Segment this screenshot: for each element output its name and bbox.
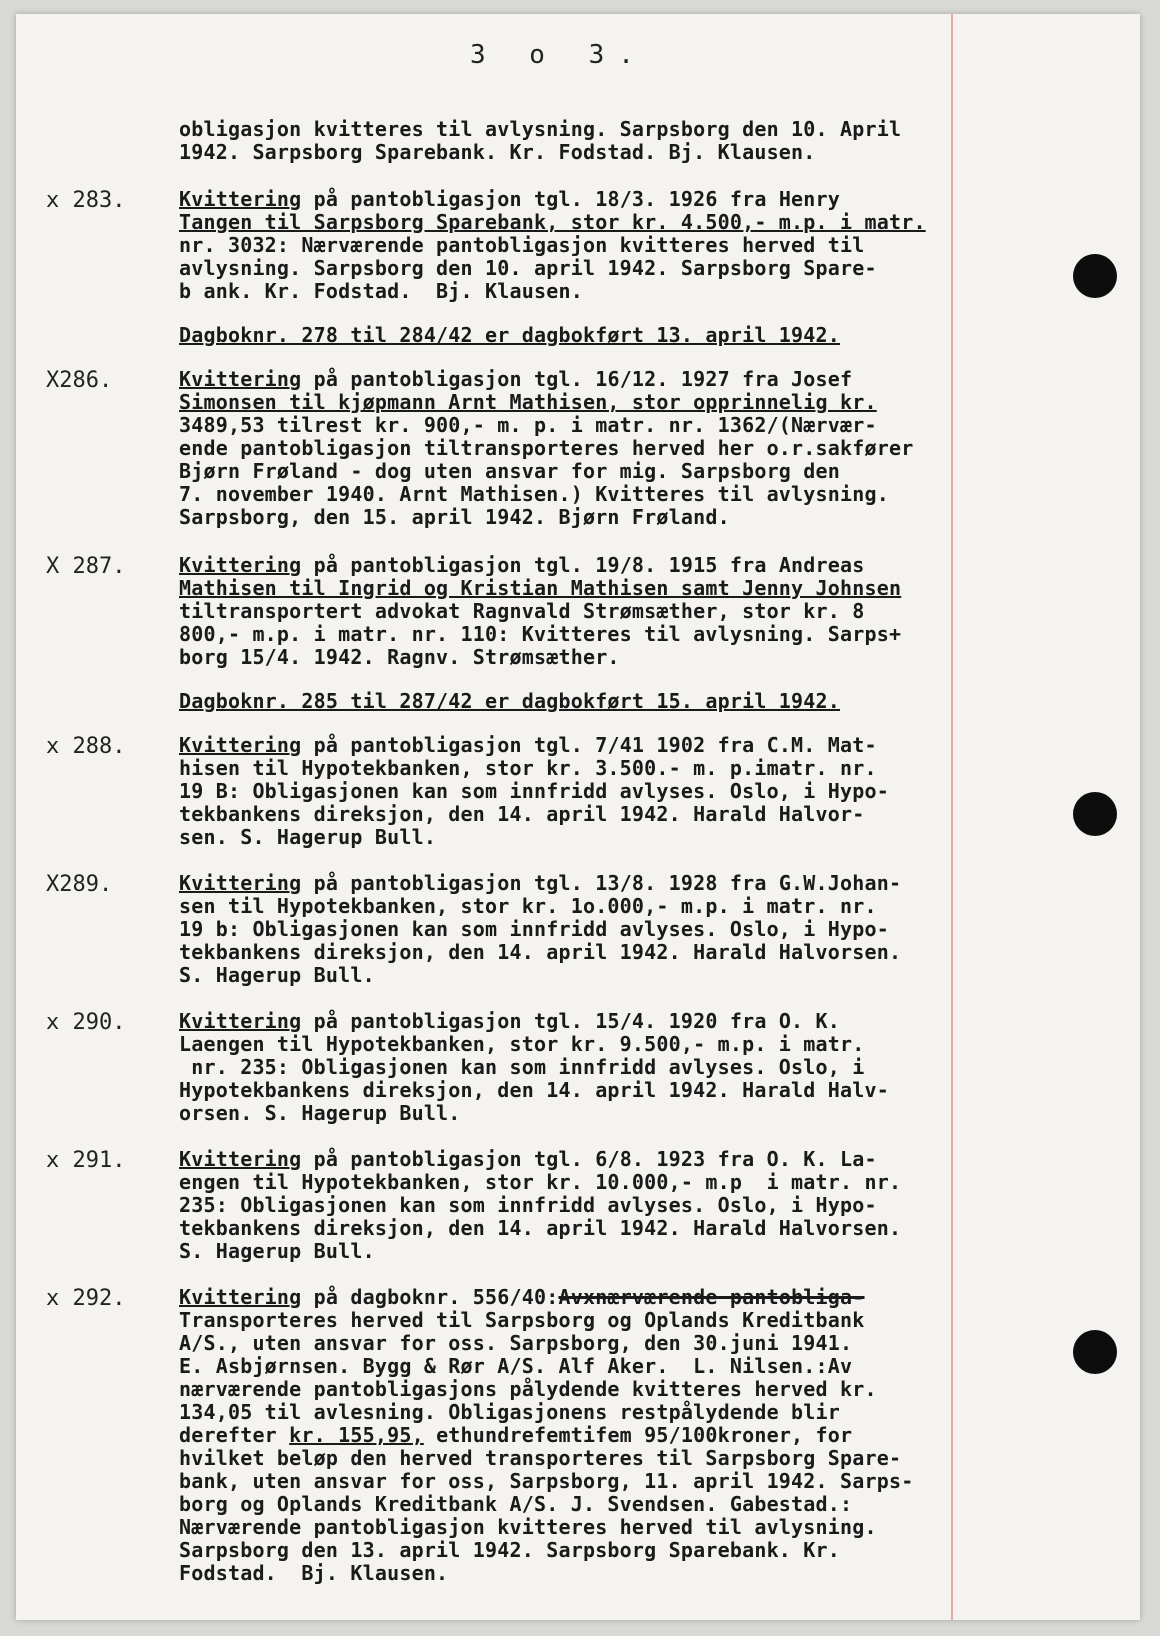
text-line: sen til Hypotekbanken, stor kr. 1o.000,- m.p. i matr. nr. [179, 894, 877, 918]
text-line: nr. 3032: Nærværende pantobligasjon kvitteres herved til [179, 233, 865, 257]
entry-first-line [179, 872, 901, 894]
entry-number: X289. [46, 872, 113, 897]
text-line: A/S., uten ansvar for oss. Sarpsborg, den 30.juni 1941. [179, 1331, 853, 1355]
entry-heading: Kvittering [179, 367, 302, 391]
text-line: 800,- m.p. i matr. nr. 110: Kvitteres til avlysning. Sarps+ [179, 622, 902, 646]
text-line: borg 15/4. 1942. Ragnv. Strømsæther. [179, 645, 620, 669]
text-line: Fodstad. Bj. Klausen. [179, 1561, 449, 1585]
text-line: 7. november 1940. Arnt Mathisen.) Kvitteres til avlysning. [179, 482, 889, 506]
text-line: hisen til Hypotekbanken, stor kr. 3.500.- m. p.imatr. nr. [179, 756, 877, 780]
derefter-pre: derefter [179, 1423, 290, 1447]
entry-number: X286. [46, 368, 113, 393]
punch-hole-middle [1073, 792, 1117, 836]
text-line: engen til Hypotekbanken, stor kr. 10.000,- m.p i matr. nr. [179, 1170, 902, 1194]
entry-heading: Kvittering [179, 733, 302, 757]
text-line: 235: Obligasjonen kan som innfridd avlyses. Oslo, i Hypo- [179, 1193, 877, 1217]
text-line: 19 b: Obligasjonen kan som innfridd avlyses. Oslo, i Hypo- [179, 917, 889, 941]
text-line: Tangen til Sarpsborg Sparebank, stor kr. 4.500,- m.p. i matr. [179, 210, 926, 234]
text-line: Sarpsborg, den 15. april 1942. Bjørn Frøland. [179, 505, 730, 529]
text-line: Simonsen til kjøpmann Arnt Mathisen, stor opprinnelig kr. [179, 390, 877, 414]
text-line: hvilket beløp den herved transporteres til Sarpsborg Spare- [179, 1446, 902, 1470]
derefter-post: ethundrefemtifem 95/100kroner, for [423, 1423, 853, 1447]
text-line: 19 B: Obligasjonen kan som innfridd avlyses. Oslo, i Hypo- [179, 779, 889, 803]
entry-heading: Kvittering [179, 1285, 302, 1309]
text-line: tiltransportert advokat Ragnvald Strømsæther, stor kr. 8 [179, 599, 865, 623]
page-number: 3 o 3. [470, 40, 648, 70]
entry-first-line [179, 188, 840, 210]
entry-first-text: på pantobligasjon tgl. 19/8. 1915 fra Andreas [301, 553, 865, 577]
entry-first-line [179, 734, 877, 756]
margin-line [951, 14, 953, 1620]
text-line: E. Asbjørnsen. Bygg & Rør A/S. Alf Aker. L. Nilsen.:Av [179, 1354, 853, 1378]
struck-text: Avxnærværende pantobliga- [558, 1285, 865, 1309]
text-line: nærværende pantobligasjons pålydende kvitteres herved kr. [179, 1377, 877, 1401]
entry-heading: Kvittering [179, 871, 302, 895]
text-line: nr. 235: Obligasjonen kan som innfridd avlyses. Oslo, i [179, 1055, 865, 1079]
entry-first-text: på pantobligasjon tgl. 16/12. 1927 fra Josef [301, 367, 853, 391]
text-line: sen. S. Hagerup Bull. [179, 825, 437, 849]
text-line: Laengen til Hypotekbanken, stor kr. 9.500,- m.p. i matr. [179, 1032, 865, 1056]
entry-first-text: på pantobligasjon tgl. 6/8. 1923 fra O. K. La- [301, 1147, 877, 1171]
entry-first-text: på pantobligasjon tgl. 13/8. 1928 fra G.W.Johan- [301, 871, 902, 895]
derefter-line [179, 1424, 852, 1446]
text-line: obligasjon kvitteres til avlysning. Sarpsborg den 10. April [179, 117, 902, 141]
text-line: 134,05 til avlesning. Obligasjonens restpålydende blir [179, 1400, 841, 1424]
text-line: Hypotekbankens direksjon, den 14. april 1942. Harald Halv- [179, 1078, 889, 1102]
text-line: borg og Oplands Kreditbank A/S. J. Svendsen. Gabestad.: [179, 1492, 853, 1516]
text-line: tekbankens direksjon, den 14. april 1942. Harald Halvorsen. [179, 1216, 902, 1240]
text-line: Nærværende pantobligasjon kvitteres herved til avlysning. [179, 1515, 877, 1539]
entry-first-line [179, 1010, 840, 1032]
entry-first-text: på pantobligasjon tgl. 15/4. 1920 fra O. K. [301, 1009, 841, 1033]
entry-first-line [179, 554, 865, 576]
text-line: 1942. Sarpsborg Sparebank. Kr. Fodstad. Bj. Klausen. [179, 140, 816, 164]
text-line: avlysning. Sarpsborg den 10. april 1942. Sarpsborg Spare- [179, 256, 877, 280]
text-line: tekbankens direksjon, den 14. april 1942. Harald Halvorsen. [179, 940, 902, 964]
entry-first-text: på dagboknr. 556/40: [301, 1285, 559, 1309]
text-line: S. Hagerup Bull. [179, 963, 375, 987]
entry-number: x 291. [46, 1148, 126, 1173]
text-line: S. Hagerup Bull. [179, 1239, 375, 1263]
text-line: ende pantobligasjon tiltransporteres herved her o.r.sakfører [179, 436, 914, 460]
entry-heading: Kvittering [179, 1147, 302, 1171]
entry-number: x 290. [46, 1010, 126, 1035]
text-line: Mathisen til Ingrid og Kristian Mathisen samt Jenny Johnsen [179, 576, 902, 600]
entry-number: x 288. [46, 734, 126, 759]
entry-first-text: på pantobligasjon tgl. 7/41 1902 fra C.M. Mat- [301, 733, 877, 757]
text-line: tekbankens direksjon, den 14. april 1942. Harald Halvor- [179, 802, 865, 826]
punch-hole-bottom [1073, 1330, 1117, 1374]
text-line: Bjørn Frøland - dog uten ansvar for mig. Sarpsborg den [179, 459, 841, 483]
text-line: Sarpsborg den 13. april 1942. Sarpsborg Sparebank. Kr. [179, 1538, 841, 1562]
text-line: 3489,53 tilrest kr. 900,- m. p. i matr. nr. 1362/(Nærvær- [179, 413, 877, 437]
entry-number: x 283. [46, 188, 126, 213]
punch-hole-top [1073, 254, 1117, 298]
entry-first-line [179, 1148, 877, 1170]
dagbok-line: Dagboknr. 285 til 287/42 er dagbokført 15. april 1942. [179, 689, 841, 713]
entry-heading: Kvittering [179, 187, 302, 211]
entry-number: X 287. [46, 554, 126, 579]
entry-first-line [179, 368, 852, 390]
entry-heading: Kvittering [179, 1009, 302, 1033]
entry-heading: Kvittering [179, 553, 302, 577]
text-line: Transporteres herved til Sarpsborg og Oplands Kreditbank [179, 1308, 865, 1332]
entry-first-line [179, 1286, 865, 1308]
text-line: bank, uten ansvar for oss, Sarpsborg, 11. april 1942. Sarps- [179, 1469, 914, 1493]
entry-first-text: på pantobligasjon tgl. 18/3. 1926 fra Henry [301, 187, 841, 211]
text-line: b ank. Kr. Fodstad. Bj. Klausen. [179, 279, 583, 303]
entry-number: x 292. [46, 1286, 126, 1311]
text-line: orsen. S. Hagerup Bull. [179, 1101, 461, 1125]
dagbok-line: Dagboknr. 278 til 284/42 er dagbokført 13. april 1942. [179, 323, 841, 347]
derefter-amount: kr. 155,95, [289, 1423, 424, 1447]
